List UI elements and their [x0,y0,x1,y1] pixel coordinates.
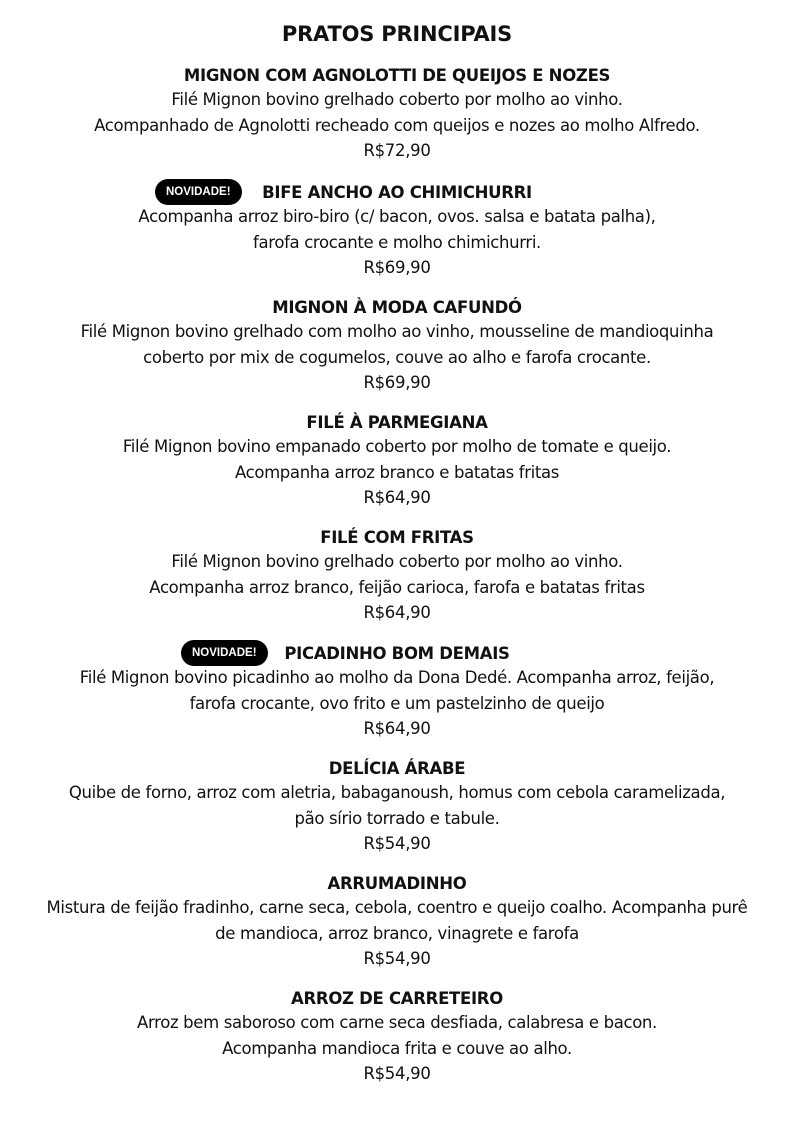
item-description-line: de mandioca, arroz branco, vinagrete e farofa [215,923,579,943]
item-description-line: Filé Mignon bovino grelhado coberto por molho ao vinho. [171,90,623,109]
item-description-line: farofa crocante e molho chimichurri. [253,232,541,252]
menu-item [0,65,794,164]
item-description-line: coberto por mix de cogumelos, couve ao alho e farofa crocante. [143,347,651,367]
item-price: R$64,90 [363,719,431,738]
item-price: R$64,90 [363,603,431,622]
item-price: R$69,90 [363,258,431,277]
new-badge: NOVIDADE! [181,640,268,666]
item-name: BIFE ANCHO AO CHIMICHURRI [262,183,532,202]
item-description-line: Filé Mignon bovino grelhado com molho ao vinho, mousseline de mandioquinha [80,322,714,341]
menu-item [0,297,794,396]
menu-item [0,873,794,972]
item-name: DELÍCIA ÁRABE [328,759,466,778]
item-description-line: Acompanhado de Agnolotti recheado com queijos e nozes ao molho Alfredo. [94,115,700,135]
menu-item [0,527,794,626]
item-price: R$64,90 [363,488,431,507]
new-badge: NOVIDADE! [155,179,242,205]
item-name: PICADINHO BOM DEMAIS [284,644,510,663]
item-price: R$69,90 [363,373,431,392]
item-description-line: pão sírio torrado e tabule. [294,808,500,828]
menu-item [0,988,794,1087]
item-price: R$54,90 [363,949,431,968]
item-name: FILÉ À PARMEGIANA [306,413,488,432]
item-name: MIGNON COM AGNOLOTTI DE QUEIJOS E NOZES [183,66,611,85]
menu-item [0,182,794,281]
page-title: PRATOS PRINCIPAIS [281,22,513,46]
item-name: FILÉ COM FRITAS [320,528,474,547]
menu-item [0,412,794,511]
menu-item [0,643,794,742]
menu-item [0,758,794,857]
item-name: MIGNON À MODA CAFUNDÓ [272,298,522,317]
item-description-line: Acompanha arroz branco e batatas fritas [234,462,560,482]
item-description-line: Arroz bem saboroso com carne seca desfiada, calabresa e bacon. [137,1013,657,1032]
item-description-line: Filé Mignon bovino grelhado coberto por molho ao vinho. [171,552,623,571]
item-description-line: farofa crocante, ovo frito e um pastelzinho de queijo [189,693,605,713]
item-description-line: Filé Mignon bovino empanado coberto por molho de tomate e queijo. [122,437,672,456]
item-description-line: Acompanha arroz branco, feijão carioca, farofa e batatas fritas [149,577,645,597]
item-name: ARRUMADINHO [327,874,467,893]
item-description-line: Quibe de forno, arroz com aletria, babaganoush, homus com cebola caramelizada, [68,783,726,802]
item-name: ARROZ DE CARRETEIRO [291,989,503,1008]
item-price: R$54,90 [363,1064,431,1083]
item-description-line: Acompanha arroz biro-biro (c/ bacon, ovos. salsa e batata palha), [138,207,656,226]
item-price: R$54,90 [363,834,431,853]
item-price: R$72,90 [363,141,431,160]
item-description-line: Acompanha mandioca frita e couve ao alho. [222,1038,572,1058]
item-description-line: Mistura de feijão fradinho, carne seca, cebola, coentro e queijo coalho. Acompanha purê [46,898,748,917]
item-description-line: Filé Mignon bovino picadinho ao molho da Dona Dedé. Acompanha arroz, feijão, [79,668,715,687]
